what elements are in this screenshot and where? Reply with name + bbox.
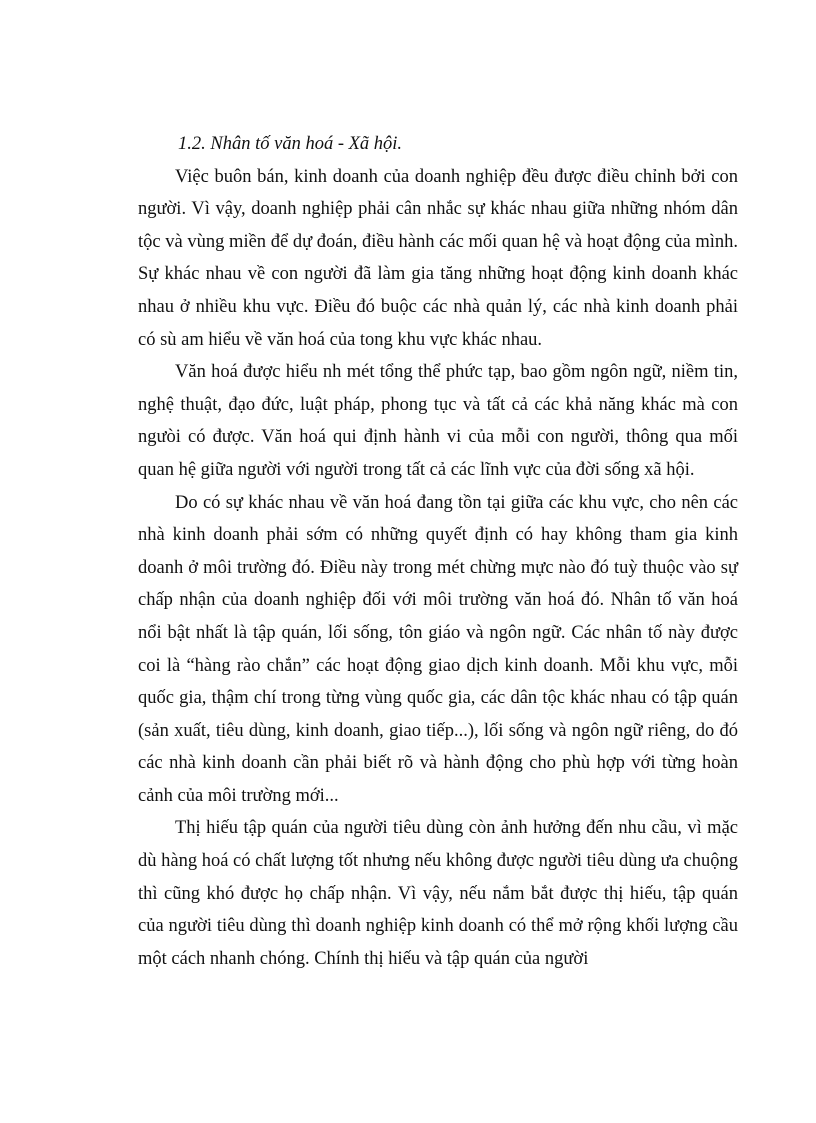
- paragraph-4: Thị hiếu tập quán của người tiêu dùng còn ảnh hưởng đến nhu cầu, vì mặc dù hàng hoá có chất lượng tốt nhưng nếu không được người tiêu dùng ưa chuộng thì cũng khó được họ chấp nhận. Vì vậy, nếu nắm bắt được thị hiếu, tập quán của người tiêu dùng thì doanh nghiệp kinh doanh có thể mở rộng khối lượng cầu một cách nhanh chóng. Chính thị hiếu và tập quán của người: [138, 818, 738, 969]
- paragraph-2: Văn hoá được hiểu nh mét tổng thể phức tạp, bao gồm ngôn ngữ, niềm tin, nghệ thuật, đạo đức, luật pháp, phong tục và tất cả các khả năng khác mà con ngưòi có được. Văn hoá qui định hành vi của mỗi con người, thông qua mối quan hệ giữa người với người trong tất cả các lĩnh vực của đời sống xã hội.: [138, 362, 738, 480]
- document-body: [138, 128, 738, 975]
- section-heading: 1.2. Nhân tố văn hoá - Xã hội.: [178, 134, 403, 154]
- paragraph-3: Do có sự khác nhau về văn hoá đang tồn tại giữa các khu vực, cho nên các nhà kinh doanh phải sớm có những quyết định có hay không tham gia kinh doanh ở môi trường đó. Điều này trong mét chừng mực nào đó tuỳ thuộc vào sự chấp nhận của doanh nghiệp đối với môi trường văn hoá đó. Nhân tố văn hoá nổi bật nhất là tập quán, lối sống, tôn giáo và ngôn ngữ. Các nhân tố này được coi là “hàng rào chắn” các hoạt động giao dịch kinh doanh. Mỗi khu vực, mỗi quốc gia, thậm chí trong từng vùng quốc gia, các dân tộc khác nhau có tập quán (sản xuất, tiêu dùng, kinh doanh, giao tiếp...), lối sống và ngôn ngữ riêng, do đó các nhà kinh doanh cần phải biết rõ và hành động cho phù hợp với từng hoàn cảnh của môi trường mới...: [138, 492, 738, 806]
- paragraph-1: Việc buôn bán, kinh doanh của doanh nghiệp đều được điều chỉnh bởi con người. Vì vậy, doanh nghiệp phải cân nhắc sự khác nhau giữa những nhóm dân tộc và vùng miền để dự đoán, điều hành các mối quan hệ và hoạt động của mình. Sự khác nhau về con người đã làm gia tăng những hoạt động kinh doanh khác nhau ở nhiều khu vực. Điều đó buộc các nhà quản lý, các nhà kinh doanh phải có sù am hiểu về văn hoá của tong khu vực khác nhau.: [138, 166, 738, 350]
